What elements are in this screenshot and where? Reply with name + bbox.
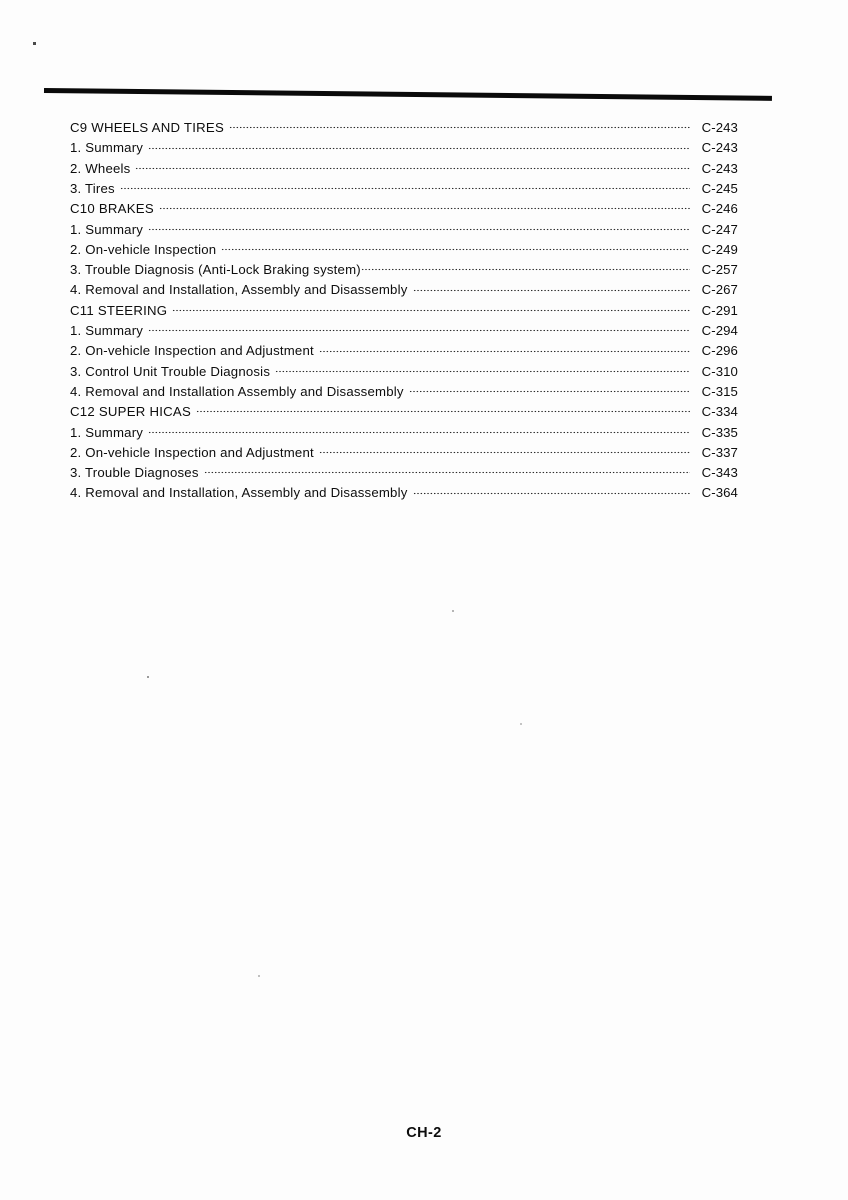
toc-dot-leader — [319, 347, 690, 356]
toc-entry-label: 4. Removal and Installation, Assembly and Disassembly — [70, 485, 408, 501]
toc-entry-row[interactable] — [70, 421, 738, 441]
toc-entry-row[interactable] — [70, 239, 738, 259]
toc-entry-row[interactable] — [70, 462, 738, 482]
toc-entry-row[interactable] — [70, 158, 738, 178]
toc-page-number: C-315 — [701, 383, 738, 399]
toc-entry-row[interactable] — [70, 137, 738, 157]
toc-section-row[interactable] — [70, 401, 738, 421]
toc-page-number: C-267 — [701, 282, 738, 298]
toc-entry-label: 1. Summary — [70, 221, 144, 237]
toc-page-number: C-337 — [701, 444, 738, 460]
header-rule — [44, 86, 772, 102]
toc-entry-label: 2. On-vehicle Inspection and Adjustment — [70, 444, 314, 460]
toc-section-row[interactable] — [70, 198, 738, 218]
toc-dot-leader — [196, 407, 690, 416]
toc-dot-leader — [120, 184, 690, 193]
toc-page-number: C-335 — [701, 424, 738, 440]
toc-dot-leader — [319, 448, 690, 457]
table-of-contents — [70, 117, 738, 503]
toc-entry-row[interactable] — [70, 259, 738, 279]
toc-page-number: C-246 — [701, 201, 738, 217]
scan-artifact-speck — [147, 676, 149, 678]
toc-entry-label: C11 STEERING — [70, 302, 168, 318]
toc-page-number: C-243 — [701, 120, 738, 136]
toc-page-number: C-249 — [701, 241, 738, 257]
toc-entry-row[interactable] — [70, 218, 738, 238]
toc-dot-leader — [413, 489, 690, 498]
toc-entry-row[interactable] — [70, 279, 738, 299]
page-number-footer: CH-2 — [406, 1125, 442, 1141]
toc-dot-leader — [172, 306, 690, 315]
toc-page-number: C-243 — [701, 140, 738, 156]
toc-dot-leader — [135, 164, 690, 173]
toc-entry-label: 2. On-vehicle Inspection and Adjustment — [70, 343, 314, 359]
toc-dot-leader — [409, 387, 690, 396]
toc-entry-row[interactable] — [70, 340, 738, 360]
toc-entry-row[interactable] — [70, 482, 738, 502]
toc-entry-label: 1. Summary — [70, 323, 144, 339]
toc-page-number: C-296 — [701, 343, 738, 359]
toc-dot-leader — [148, 326, 690, 335]
toc-page-number: C-245 — [701, 180, 738, 196]
toc-entry-label: 1. Summary — [70, 424, 144, 440]
toc-entry-label: 3. Trouble Diagnoses — [70, 465, 199, 481]
toc-page-number: C-257 — [701, 262, 738, 278]
header-rule-line — [44, 88, 772, 101]
toc-dot-leader — [148, 225, 690, 234]
toc-entry-label: C9 WHEELS AND TIRES — [70, 120, 225, 136]
toc-dot-leader — [361, 265, 690, 274]
toc-entry-row[interactable] — [70, 178, 738, 198]
scan-artifact-speck — [452, 610, 454, 612]
toc-page-number: C-294 — [701, 323, 738, 339]
toc-dot-leader — [413, 286, 690, 295]
toc-page-number: C-343 — [701, 465, 738, 481]
toc-entry-label: 4. Removal and Installation, Assembly and Disassembly — [70, 282, 408, 298]
toc-entry-label: 3. Tires — [70, 180, 115, 196]
toc-page-number: C-334 — [701, 404, 738, 420]
toc-entry-label: 3. Trouble Diagnosis (Anti-Lock Braking system) — [70, 262, 361, 278]
toc-dot-leader — [221, 245, 690, 254]
toc-page-number: C-310 — [701, 363, 738, 379]
toc-entry-row[interactable] — [70, 320, 738, 340]
toc-page-number: C-364 — [701, 485, 738, 501]
toc-dot-leader — [204, 468, 690, 477]
toc-entry-label: 4. Removal and Installation Assembly and Disassembly — [70, 383, 404, 399]
toc-entry-label: 2. On-vehicle Inspection — [70, 241, 217, 257]
scan-artifact-speck — [258, 975, 260, 977]
scan-artifact-speck — [33, 42, 36, 45]
toc-dot-leader — [148, 144, 690, 153]
toc-entry-label: 3. Control Unit Trouble Diagnosis — [70, 363, 271, 379]
toc-dot-leader — [229, 123, 690, 132]
toc-entry-row[interactable] — [70, 442, 738, 462]
toc-dot-leader — [159, 204, 690, 213]
toc-entry-label: 2. Wheels — [70, 160, 131, 176]
toc-entry-label: C12 SUPER HICAS — [70, 404, 192, 420]
toc-page-number: C-291 — [701, 302, 738, 318]
toc-dot-leader — [275, 367, 690, 376]
toc-section-row[interactable] — [70, 300, 738, 320]
toc-dot-leader — [148, 428, 690, 437]
toc-page-number: C-247 — [701, 221, 738, 237]
toc-entry-label: 1. Summary — [70, 140, 144, 156]
toc-section-row[interactable] — [70, 117, 738, 137]
toc-entry-label: C10 BRAKES — [70, 201, 154, 217]
toc-entry-row[interactable] — [70, 381, 738, 401]
toc-page-number: C-243 — [701, 160, 738, 176]
scan-artifact-speck — [520, 723, 522, 725]
toc-entry-row[interactable] — [70, 361, 738, 381]
